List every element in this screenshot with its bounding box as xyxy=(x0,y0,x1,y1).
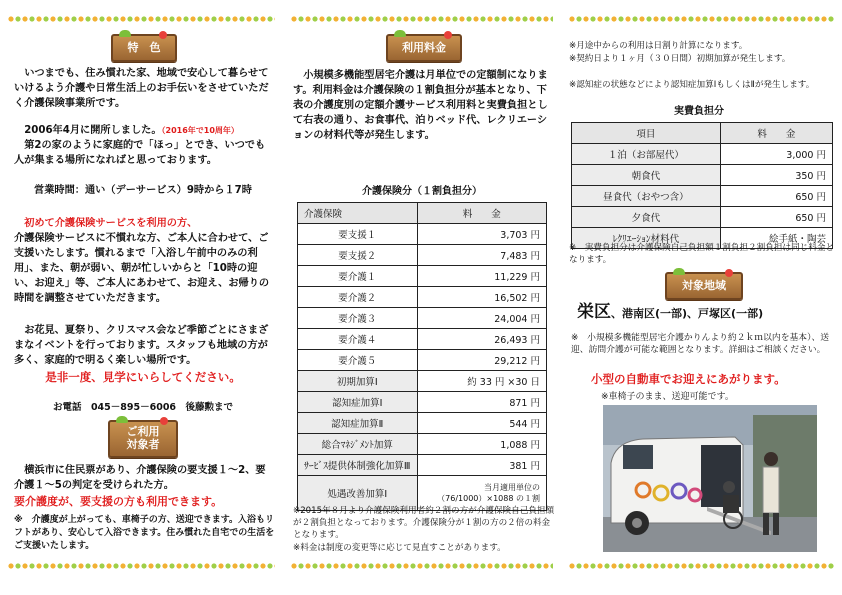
van-illustration xyxy=(603,405,817,552)
wheelchair-note: ※車椅子のまま、送迎可能です。 xyxy=(601,392,734,402)
row-label: 認知症加算Ⅰ xyxy=(298,392,418,413)
intro-text: いつまでも、住み慣れた家、地域で安心して暮らせていけるよう介護や日常生活上のお手伝いをさせていただく介護保険事業所です。 xyxy=(14,68,269,109)
target-red-note: 要介護度が、要支援の方も利用できます。 xyxy=(14,495,223,508)
table-row xyxy=(298,392,547,413)
pickup-text: 小型の自動車でお迎えにあがります。 xyxy=(591,372,786,386)
row-label: １泊（お部屋代） xyxy=(572,144,721,165)
row-fee: 11,229 円 xyxy=(417,266,546,287)
insurance-table-title: 介護保険分（１割負担分） xyxy=(362,186,482,197)
area-column xyxy=(561,0,842,595)
note-initial-addon: ※契約日より１ヶ月（３０日間）初期加算が発生します。 xyxy=(569,54,791,64)
row-label: 要介護２ xyxy=(298,287,418,308)
fees-description: 小規模多機能型居宅介護は月単位での定額制になります。利用料金は介護保険の１割負担分が基本となり、下表の介護度別の定額介護サービス利用料と実費負担として右表の通り、お食事代、泊りベッド代、レクリエーションの材料代等が発生します。 xyxy=(293,70,548,141)
area-others: 、港南区(一部)、戸塚区(一部) xyxy=(611,307,764,320)
van-photo xyxy=(603,405,817,552)
table-row xyxy=(298,350,547,371)
features-column xyxy=(0,0,283,595)
business-hours: 営業時間：通い（デーサービス）9時から１7時 xyxy=(34,185,252,196)
events-text: お花見、夏祭り、クリスマス会など季節ごとにさまざまなイベントを行っております。スタッフも地域の方が多く、家庭的で明るく楽しい場所です。 xyxy=(14,325,269,366)
note-dementia-addon: ※認知症の状態などにより認知症加算ⅠもしくはⅡが発生します。 xyxy=(569,80,815,90)
table-row xyxy=(298,455,547,476)
header-fee: 料 金 xyxy=(720,123,832,144)
row-fee: 26,493 円 xyxy=(417,329,546,350)
area-note: ※ 小規模多機能型居宅介護かりんより約２ｋｍ以内を基本）、送迎、訪問介護が可能な範囲となります。詳細はご相談ください。 xyxy=(571,333,830,355)
dotted-border-top xyxy=(8,16,275,24)
row-label: 要介護５ xyxy=(298,350,418,371)
row-label: 要介護３ xyxy=(298,308,418,329)
opened-text: 2006年4月に開所しました。（2016年で10周年） xyxy=(24,125,239,136)
actual-cost-table-title: 実費負担分 xyxy=(674,106,724,117)
table-row xyxy=(572,186,833,207)
row-fee: 16,502 円 xyxy=(417,287,546,308)
table-row xyxy=(572,207,833,228)
row-fee: 絵手紙・陶芸 xyxy=(720,228,832,249)
row-fee: 650 円 xyxy=(720,207,832,228)
fee-change-note: ※料金は制度の変更等に応じて見直すことがあります。 xyxy=(293,543,506,553)
table-row xyxy=(298,224,547,245)
row-label: 初期加算Ⅰ xyxy=(298,371,418,392)
row-fee: 1,088 円 xyxy=(417,434,546,455)
area-sign: 対象地域 xyxy=(665,272,743,300)
fees-column xyxy=(283,0,561,595)
dotted-border-top xyxy=(569,16,834,24)
dotted-border-top xyxy=(291,16,553,24)
table-row xyxy=(298,371,547,392)
dotted-border-bottom xyxy=(291,563,553,571)
note-daily-rate: ※月途中からの利用は日割り計算になります。 xyxy=(569,41,748,51)
table-row xyxy=(298,245,547,266)
table-row xyxy=(298,434,547,455)
first-time-heading: 初めて介護保険サービスを利用の方、 xyxy=(24,218,198,229)
insurance-table-body xyxy=(298,224,547,511)
row-label: ｻｰﾋﾞｽ提供体制強化加算Ⅲ xyxy=(298,455,418,476)
row-label: 総合ﾏﾈｼﾞﾒﾝﾄ加算 xyxy=(298,434,418,455)
row-fee: 350 円 xyxy=(720,165,832,186)
row-fee: 7,483 円 xyxy=(417,245,546,266)
target-users-sign: ご利用 対象者 xyxy=(108,420,178,458)
row-fee: 650 円 xyxy=(720,186,832,207)
header-fee: 料 金 xyxy=(417,203,546,224)
actual-cost-note: ※ 実費負担分は介護保険自己負担額１割負担２割負担は同じ料金となります。 xyxy=(569,243,835,265)
table-row xyxy=(298,308,547,329)
row-fee: 当月適用単位の （76/1000）×1088 の１割 xyxy=(417,476,546,511)
features-sign: 特 色 xyxy=(111,34,177,62)
row-fee: 3,000 円 xyxy=(720,144,832,165)
row-label: ﾚｸﾘｴｰｼｮﾝ材料代 xyxy=(572,228,721,249)
row-fee: 871 円 xyxy=(417,392,546,413)
table-row xyxy=(298,287,547,308)
row-label: 要介護１ xyxy=(298,266,418,287)
actual-cost-table-body xyxy=(572,144,833,249)
header-level: 介護保険 xyxy=(298,203,418,224)
row-fee: 29,212 円 xyxy=(417,350,546,371)
row-label: 要支援２ xyxy=(298,245,418,266)
table-header-row xyxy=(298,203,547,224)
row-fee: 24,004 円 xyxy=(417,308,546,329)
row-label: 認知症加算Ⅱ xyxy=(298,413,418,434)
table-row xyxy=(572,165,833,186)
row-label: 朝食代 xyxy=(572,165,721,186)
row-label: 昼食代（おやつ含） xyxy=(572,186,721,207)
table-row xyxy=(572,144,833,165)
table-header-row xyxy=(572,123,833,144)
first-time-body: 介護保険サービスに不慣れな方、ご本人に合わせて、ご支援いたします。慣れるまで「入浴し午前中のみの利用」、また、朝が弱い、朝が忙しいからと「10時の迎い、お迎え」等、ご本人にあわせて、お迎え、お帰りの時間を調整させていただきます。 xyxy=(14,233,270,304)
row-fee: 381 円 xyxy=(417,455,546,476)
row-fee: 3,703 円 xyxy=(417,224,546,245)
phone-number[interactable]: お電話 045－895－6006 後藤勲まで xyxy=(52,402,234,413)
table-row xyxy=(298,266,547,287)
visit-cta: 是非一度、見学にいらしてください。 xyxy=(45,370,241,384)
actual-cost-table xyxy=(571,122,833,249)
row-fee: 約 33 円 ×30 日 xyxy=(417,371,546,392)
insurance-fee-table xyxy=(297,202,547,511)
dotted-border-bottom xyxy=(8,563,275,571)
row-label: 夕食代 xyxy=(572,207,721,228)
target-body: 横浜市に住民票があり、介護保険の要支援１～2、要介護１～5の判定を受けられた方。 xyxy=(14,465,266,491)
area-main: 栄区 xyxy=(577,302,611,322)
row-label: 要介護４ xyxy=(298,329,418,350)
service-area-line xyxy=(577,302,839,324)
row-fee: 544 円 xyxy=(417,413,546,434)
target-note: ※ 介護度が上がっても、車椅子の方、送迎できます。入浴もリフトがあり、安心して入浴できます。住み慣れた自宅での生活をご支援いたします。 xyxy=(14,515,275,551)
table-row xyxy=(298,329,547,350)
fees-sign: 利用料金 xyxy=(386,34,462,62)
header-item: 項目 xyxy=(572,123,721,144)
second-home-text: 第2の家のように家庭的で「ほっ」とでき、いつでも人が集まる場所になればと思っております。 xyxy=(14,140,266,166)
row-label: 要支援１ xyxy=(298,224,418,245)
row-label: 処遇改善加算Ⅰ xyxy=(298,476,418,511)
copay-note: ※2015年８月より介護保険利用者約２割の方が介護保険自己負担額が２割負担となっております。介護保険分が１割の方の２倍の料金となります。 xyxy=(293,506,555,540)
dotted-border-bottom xyxy=(569,563,834,571)
table-row xyxy=(298,413,547,434)
